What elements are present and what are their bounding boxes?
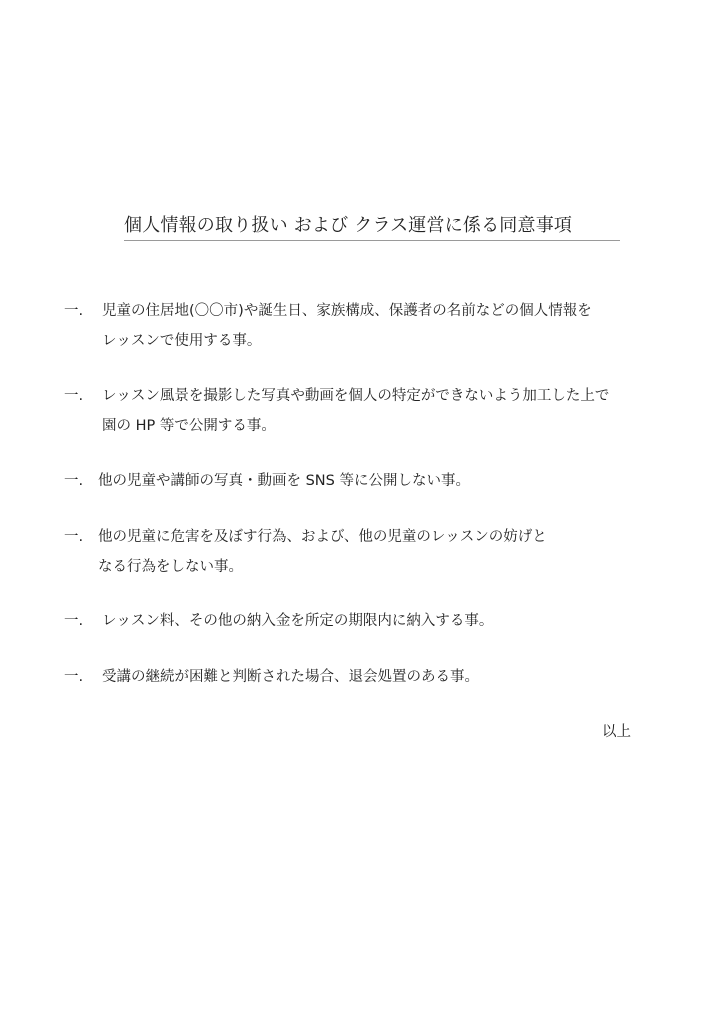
item-bullet: 一. <box>64 303 84 319</box>
item-line: レッスン風景を撮影した写真や動画を個人の特定ができないよう加工した上で <box>102 388 610 404</box>
item-bullet: 一. <box>64 669 84 685</box>
item-bullet: 一. <box>64 473 84 489</box>
consent-item-1 <box>64 296 592 356</box>
closing-text: 以上 <box>602 724 631 740</box>
consent-item-5 <box>64 606 493 636</box>
item-line: 園の HP 等で公開する事。 <box>102 418 276 434</box>
item-line: なる行為をしない事。 <box>98 559 243 575</box>
item-line: レッスン料、その他の納入金を所定の期限内に納入する事。 <box>102 613 494 629</box>
item-line: レッスンで使用する事。 <box>102 333 262 349</box>
item-bullet: 一. <box>64 388 84 404</box>
consent-item-2 <box>64 381 609 441</box>
item-bullet: 一. <box>64 613 84 629</box>
item-line: 児童の住居地(〇〇市)や誕生日、家族構成、保護者の名前などの個人情報を <box>102 303 592 319</box>
item-line: 受講の継続が困難と判断された場合、退会処置のある事。 <box>102 669 479 685</box>
consent-item-4 <box>64 522 547 582</box>
item-line: 他の児童に危害を及ぼす行為、および、他の児童のレッスンの妨げと <box>98 529 547 545</box>
item-line: 他の児童や講師の写真・動画を SNS 等に公開しない事。 <box>98 473 470 489</box>
consent-item-6 <box>64 662 479 692</box>
consent-item-3 <box>64 466 470 496</box>
item-bullet: 一. <box>64 529 84 545</box>
document-title: 個人情報の取り扱い および クラス運営に係る同意事項 <box>124 214 620 241</box>
